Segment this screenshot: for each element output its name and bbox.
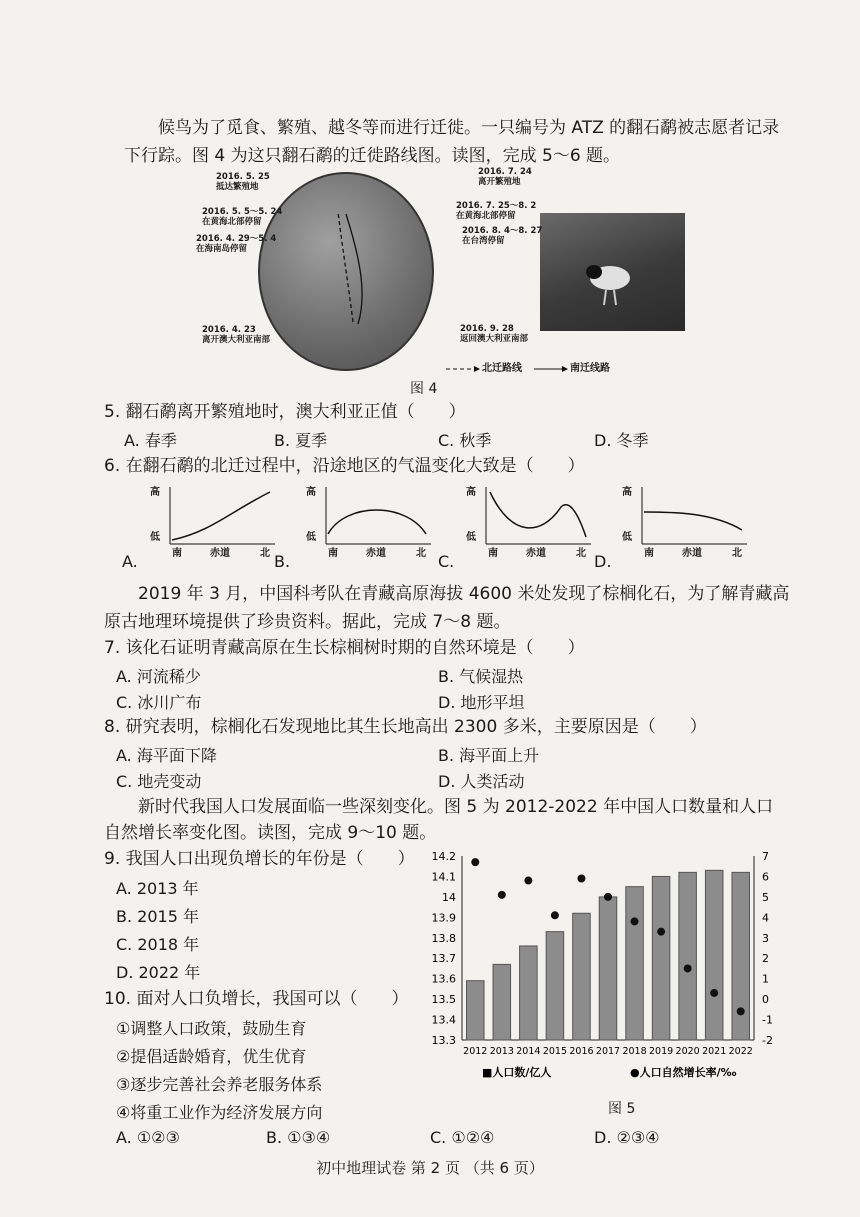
q6-d-x-north: 北 (732, 548, 742, 559)
left-tick-label: 14.1 (431, 870, 456, 884)
growth-rate-dot (657, 928, 665, 936)
q6-c-low: 低 (466, 532, 476, 543)
q5-option-a[interactable]: A. 春季 (124, 431, 177, 450)
x-tick-label: 2019 (648, 1046, 674, 1057)
left-tick-label: 13.7 (431, 952, 456, 966)
q6-d-low: 低 (622, 532, 632, 543)
fig4-label-5: 2016. 7. 24 离开繁殖地 (478, 167, 532, 187)
fig4-label-6: 2016. 7. 25～8. 2 在黄海北部停留 (456, 201, 537, 221)
q6-a-high: 高 (150, 487, 160, 498)
x-tick-label: 2020 (675, 1046, 700, 1057)
fig4-label-7: 2016. 8. 4～8. 27 在台湾停留 (462, 226, 543, 246)
left-tick-label: 13.4 (431, 1013, 456, 1027)
fig4-caption: 图 4 (410, 381, 438, 397)
q6-b-low: 低 (306, 532, 316, 543)
q10-stem: 10. 面对人口负增长，我国可以（ ） (104, 989, 409, 1009)
right-tick-label: 0 (762, 993, 769, 1007)
q8-option-c[interactable]: C. 地壳变动 (116, 772, 202, 791)
q6-c-x-south: 南 (488, 548, 498, 559)
x-tick-label: 2018 (622, 1046, 647, 1057)
population-bar (546, 932, 564, 1040)
intro-paragraph-2: 2019 年 3 月，中国科考队在青藏高原海拔 4600 米处发现了棕榈化石，为了解青藏高 (138, 584, 790, 604)
x-tick-label: 2013 (489, 1046, 514, 1057)
intro-paragraph-1b: 下行踪。图 4 为这只翻石鹬的迁徙路线图。读图，完成 5～6 题。 (124, 146, 621, 166)
q6-d-x-equator: 赤道 (682, 548, 702, 559)
population-bar (573, 913, 591, 1040)
growth-rate-dot (710, 989, 718, 997)
q6-c-high: 高 (466, 487, 476, 498)
growth-rate-dot (684, 964, 692, 972)
growth-rate-dot (498, 891, 506, 899)
legend-population: ■人口数/亿人 (482, 1066, 552, 1079)
right-tick-label: 1 (762, 972, 769, 986)
fig4-label-1: 2016. 5. 25 抵达繁殖地 (216, 172, 270, 192)
growth-rate-dot (737, 1007, 745, 1015)
q10-item-1: ①调整人口政策，鼓励生育 (116, 1019, 307, 1038)
q9-option-d[interactable]: D. 2022 年 (116, 963, 201, 982)
q8-stem: 8. 研究表明，棕榈化石发现地比其生长地高出 2300 多米，主要原因是（ ） (104, 717, 707, 737)
growth-rate-dot (551, 911, 559, 919)
population-bar (599, 897, 617, 1040)
intro-paragraph-2b: 原古地理环境提供了珍贵资料。据此，完成 7～8 题。 (104, 612, 511, 632)
q9-option-b[interactable]: B. 2015 年 (116, 907, 199, 926)
q9-option-a[interactable]: A. 2013 年 (116, 879, 199, 898)
q7-stem: 7. 该化石证明青藏高原在生长棕榈树时期的自然环境是（ ） (104, 638, 585, 658)
q6-a-x-equator: 赤道 (210, 548, 230, 559)
legend-growth-rate: ●人口自然增长率/‰ (630, 1066, 737, 1079)
q6-stem: 6. 在翻石鹬的北迁过程中，沿途地区的气温变化大致是（ ） (104, 456, 585, 476)
intro-paragraph-1: 候鸟为了觅食、繁殖、越冬等而进行迁徙。一只编号为 ATZ 的翻石鹬被志愿者记录 (158, 118, 780, 138)
left-tick-label: 14.2 (431, 850, 456, 863)
q10-item-2: ②提倡适龄婚育，优生优育 (116, 1047, 307, 1066)
right-tick-label: 3 (762, 931, 769, 945)
growth-rate-dot (577, 874, 585, 882)
legend-south: 南迁线路 (570, 363, 610, 374)
growth-rate-dot (604, 893, 612, 901)
q6-option-a[interactable]: A. (122, 552, 138, 571)
q6-b-x-north: 北 (416, 548, 426, 559)
q6-option-d[interactable]: D. (594, 552, 612, 571)
legend-north: 北迁路线 (482, 363, 522, 374)
q10-option-d[interactable]: D. ②③④ (594, 1128, 660, 1147)
population-bar (705, 870, 723, 1040)
q6-c-x-equator: 赤道 (526, 548, 546, 559)
growth-rate-dot (471, 858, 479, 866)
q6-b-x-south: 南 (328, 548, 338, 559)
left-tick-label: 13.9 (431, 911, 456, 925)
fig4-label-4: 2016. 4. 23 离开澳大利亚南部 (202, 325, 271, 345)
left-tick-label: 14 (442, 890, 456, 904)
right-tick-label: 5 (762, 890, 769, 904)
growth-rate-dot (524, 877, 532, 885)
right-tick-label: 6 (762, 870, 769, 884)
q7-option-d[interactable]: D. 地形平坦 (438, 693, 525, 712)
x-tick-label: 2021 (702, 1046, 727, 1057)
q6-a-x-north: 北 (260, 548, 270, 559)
fig4-label-3: 2016. 4. 29～5. 4 在海南岛停留 (196, 234, 277, 254)
q6-d-high: 高 (622, 487, 632, 498)
q6-a-x-south: 南 (172, 548, 182, 559)
q7-option-a[interactable]: A. 河流稀少 (116, 667, 201, 686)
intro-paragraph-3: 新时代我国人口发展面临一些深刻变化。图 5 为 2012-2022 年中国人口数量和人口 (138, 797, 774, 817)
right-tick-label: 2 (762, 952, 769, 966)
right-tick-label: 7 (762, 850, 769, 863)
population-bar (626, 887, 644, 1040)
population-bar (652, 876, 670, 1040)
q9-stem: 9. 我国人口出现负增长的年份是（ ） (104, 849, 415, 869)
q6-c-x-north: 北 (576, 548, 586, 559)
q5-option-d[interactable]: D. 冬季 (594, 431, 649, 450)
q10-option-b[interactable]: B. ①③④ (266, 1128, 331, 1147)
q10-option-a[interactable]: A. ①②③ (116, 1128, 180, 1147)
q7-option-c[interactable]: C. 冰川广布 (116, 693, 202, 712)
fig5-caption: 图 5 (608, 1101, 636, 1117)
x-tick-label: 2022 (728, 1046, 753, 1057)
q5-stem: 5. 翻石鹬离开繁殖地时，澳大利亚正值（ ） (104, 402, 466, 422)
q6-a-low: 低 (150, 532, 160, 543)
population-bar (679, 872, 697, 1040)
population-bar (493, 964, 511, 1040)
population-bar (520, 946, 538, 1040)
q10-item-3: ③逐步完善社会养老服务体系 (116, 1075, 323, 1094)
x-tick-label: 2014 (516, 1046, 541, 1057)
fig4-label-8: 2016. 9. 28 返回澳大利亚南部 (460, 324, 529, 344)
q8-option-b[interactable]: B. 海平面上升 (438, 746, 540, 765)
q6-d-x-south: 南 (644, 548, 654, 559)
q5-option-b[interactable]: B. 夏季 (274, 431, 328, 450)
page-footer: 初中地理试卷 第 2 页 （共 6 页） (316, 1159, 544, 1177)
q9-option-c[interactable]: C. 2018 年 (116, 935, 200, 954)
q10-item-4: ④将重工业作为经济发展方向 (116, 1103, 323, 1122)
left-tick-label: 13.8 (431, 931, 456, 945)
x-tick-label: 2017 (595, 1046, 621, 1057)
q10-option-c[interactable]: C. ①②④ (430, 1128, 495, 1147)
q8-option-a[interactable]: A. 海平面下降 (116, 746, 217, 765)
intro-paragraph-3b: 自然增长率变化图。读图，完成 9～10 题。 (104, 823, 437, 843)
q6-option-c[interactable]: C. (438, 552, 455, 571)
x-tick-label: 2016 (569, 1046, 594, 1057)
migration-route (258, 172, 433, 370)
left-tick-label: 13.3 (431, 1034, 456, 1047)
x-tick-label: 2012 (463, 1046, 488, 1057)
q6-b-high: 高 (306, 487, 316, 498)
right-tick-label: 4 (762, 911, 769, 925)
q6-b-x-equator: 赤道 (366, 548, 386, 559)
right-tick-label: -2 (762, 1034, 773, 1047)
left-tick-label: 13.5 (431, 993, 456, 1007)
bird-silhouette (570, 250, 650, 310)
population-bar (467, 981, 485, 1040)
q8-option-d[interactable]: D. 人类活动 (438, 772, 525, 791)
q6-option-b[interactable]: B. (274, 552, 291, 571)
growth-rate-dot (631, 917, 639, 925)
x-tick-label: 2015 (542, 1046, 568, 1057)
q5-option-c[interactable]: C. 秋季 (438, 431, 492, 450)
right-tick-label: -1 (762, 1013, 773, 1027)
fig4-label-2: 2016. 5. 5～5. 24 在黄海北部停留 (202, 207, 283, 227)
q7-option-b[interactable]: B. 气候湿热 (438, 667, 524, 686)
population-chart (424, 848, 796, 1094)
left-tick-label: 13.6 (431, 972, 456, 986)
